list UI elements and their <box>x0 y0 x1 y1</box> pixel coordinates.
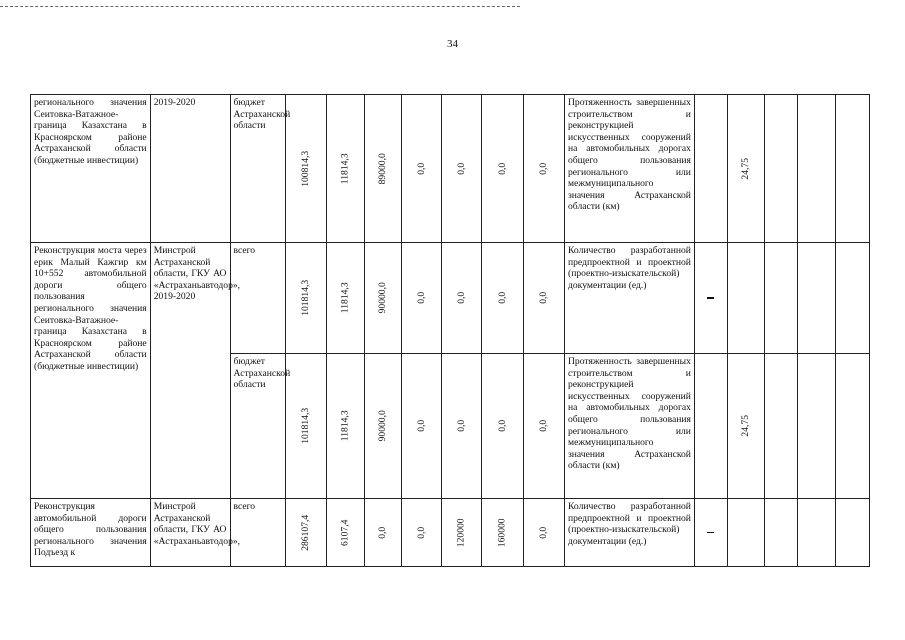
empty-cell <box>694 95 727 243</box>
empty-cell <box>764 499 798 567</box>
empty-cell <box>694 354 727 499</box>
target-cell <box>694 243 727 354</box>
value-cell-2019: 11814,3 <box>326 243 364 354</box>
value-cell-2023: 160000 <box>482 499 524 567</box>
table-row <box>31 499 870 567</box>
value-cell-2023: 0,0 <box>482 243 524 354</box>
value-cell-2019: 6107,4 <box>326 499 364 567</box>
activity-name-cell: Реконструкция автомобильной дороги общего пользования регионального значения Подъезд к <box>31 499 151 567</box>
value-cell-2024: 0,0 <box>524 354 565 499</box>
indicator-cell: Протяженность завершенных строительством и реконструкцией искусственных сооружений на автомобильных дорогах общего пользования регионального или межмуниципального значения Астраханской области (км) <box>565 354 695 499</box>
empty-cell <box>798 499 836 567</box>
value-cell-2019: 11814,3 <box>326 95 364 243</box>
value-cell-total: 101814,3 <box>285 354 326 499</box>
indicator-cell: Количество разработанной предпроектной и проектной (проектно-изыскательской) документации (ед.) <box>565 243 695 354</box>
value-cell-2020: 89000,0 <box>364 95 402 243</box>
funding-source-cell: бюджет Астраханской области <box>230 354 285 499</box>
value-cell-2022: 0,0 <box>442 354 482 499</box>
empty-cell <box>836 243 870 354</box>
value-cell-2021: 0,0 <box>402 354 442 499</box>
executor-cell: Минстрой Астраханской области, ГКУ АО «Астраханьавтодор», <box>150 499 230 567</box>
page-number: 34 <box>447 38 458 50</box>
value-cell-2023: 0,0 <box>482 354 524 499</box>
dash-mark <box>707 297 714 299</box>
activity-name-cell: регионального значения Сеитовка-Ватажное-граница Казахстана в Красноярском районе Астраханской области (бюджетные инвестиции) <box>31 95 151 243</box>
executor-cell: 2019-2020 <box>150 95 230 243</box>
scan-top-line <box>0 6 520 7</box>
funding-source-cell: бюджет Астраханской области <box>230 95 285 243</box>
value-cell-total: 100814,3 <box>285 95 326 243</box>
value-cell-2024: 0,0 <box>524 243 565 354</box>
funding-source-cell: всего <box>230 243 285 354</box>
value-cell-2020: 0,0 <box>364 499 402 567</box>
empty-cell <box>727 243 764 354</box>
target-cell: 24,75 <box>727 95 764 243</box>
value-cell-2023: 0,0 <box>482 95 524 243</box>
empty-cell <box>727 499 764 567</box>
program-table <box>30 94 870 567</box>
empty-cell <box>764 243 798 354</box>
target-cell <box>694 499 727 567</box>
empty-cell <box>798 354 836 499</box>
funding-source-cell: всего <box>230 499 285 567</box>
value-cell-2022: 120000 <box>442 499 482 567</box>
value-cell-2021: 0,0 <box>402 243 442 354</box>
empty-cell <box>798 243 836 354</box>
empty-cell <box>764 95 798 243</box>
table-row <box>31 243 870 354</box>
indicator-cell: Протяженность завершенных строительством и реконструкцией искусственных сооружений на автомобильных дорогах общего пользования регионального или межмуниципального значения Астраханской области (км) <box>565 95 695 243</box>
value-cell-2021: 0,0 <box>402 95 442 243</box>
indicator-cell: Количество разработанной предпроектной и проектной (проектно-изыскательской) документации (ед.) <box>565 499 695 567</box>
value-cell-2020: 90000,0 <box>364 354 402 499</box>
value-cell-2022: 0,0 <box>442 243 482 354</box>
empty-cell <box>836 354 870 499</box>
value-cell-2019: 11814,3 <box>326 354 364 499</box>
value-cell-2022: 0,0 <box>442 95 482 243</box>
empty-cell <box>836 499 870 567</box>
dash-mark <box>707 532 714 534</box>
table-row <box>31 95 870 243</box>
value-cell-2024: 0,0 <box>524 95 565 243</box>
value-cell-total: 286107,4 <box>285 499 326 567</box>
value-cell-2021: 0,0 <box>402 499 442 567</box>
value-cell-total: 101814,3 <box>285 243 326 354</box>
value-cell-2024: 0,0 <box>524 499 565 567</box>
target-cell: 24,75 <box>727 354 764 499</box>
empty-cell <box>764 354 798 499</box>
empty-cell <box>836 95 870 243</box>
executor-cell: Минстрой Астраханской области, ГКУ АО «Астраханьавтодор», 2019-2020 <box>150 243 230 499</box>
value-cell-2020: 90000,0 <box>364 243 402 354</box>
activity-name-cell: Реконструкция моста через ерик Малый Кажгир км 10+552 автомобильной дороги общего пользования регионального значения Сеитовка-Ватажное-граница Казахстана в Красноярском районе Астраханской области (бюджетные инвестиции) <box>31 243 151 499</box>
empty-cell <box>798 95 836 243</box>
